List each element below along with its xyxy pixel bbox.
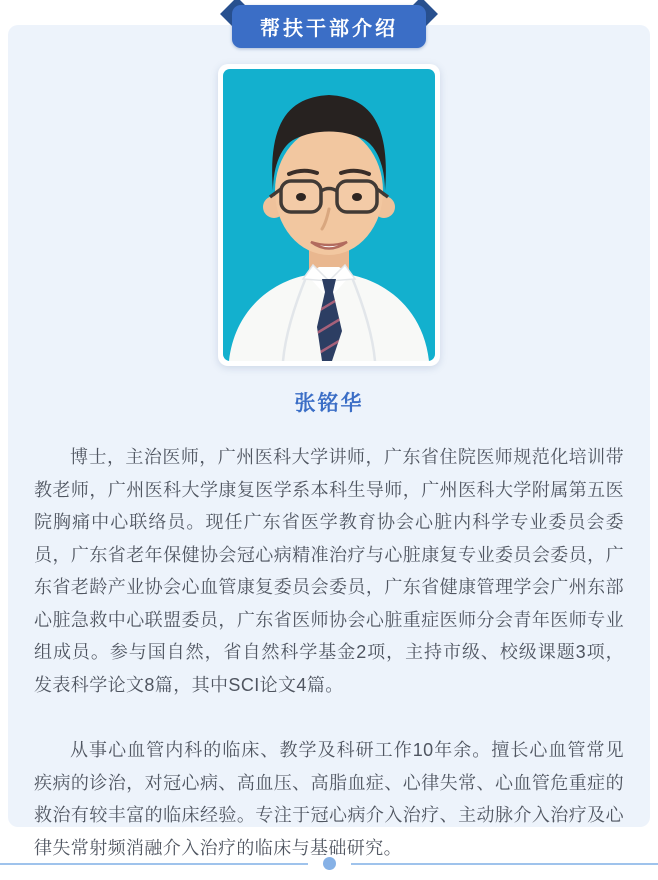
bio-paragraph-2: 从事心血管内科的临床、教学及科研工作10年余。擅长心血管常见疾病的诊治，对冠心病、高血压、高脂血症、心律失常、心血管危重症的救治有较丰富的临床经验。专注于冠心病介入治疗、主动脉介入治疗及心律失常射频消融介入治疗的临床与基础研究。	[34, 740, 624, 858]
divider-line-left	[0, 863, 308, 865]
footer-divider	[0, 857, 658, 870]
content-card	[8, 25, 650, 858]
profile-photo	[218, 64, 440, 366]
section-title-badge: 帮扶干部介绍	[232, 5, 426, 48]
divider-line-right	[351, 863, 658, 865]
doctor-portrait-illustration	[223, 69, 435, 361]
eye-right	[352, 193, 362, 201]
bio-paragraph-1: 博士，主治医师，广州医科大学讲师，广东省住院医师规范化培训带教老师，广州医科大学康复医学系本科生导师，广州医科大学附属第五医院胸痛中心联络员。现任广东省医学教育协会心脏内科学专业委员会委员，广东省老年保健协会冠心病精准治疗与心脏康复专业委员会委员，广东省老龄产业协会心血管康复委员会委员，广东省健康管理学会广州东部心脏急救中心联盟委员，广东省医师协会心脏重症医师分会青年医师专业组成员。参与国自然，省自然科学基金2项，主持市级、校级课题3项，发表科学论文8篇，其中SCI论文4篇。	[34, 447, 624, 695]
eye-left	[296, 193, 306, 201]
divider-dot-icon	[323, 857, 336, 870]
person-name: 张铭华	[294, 392, 364, 415]
section-header	[232, 2, 426, 44]
